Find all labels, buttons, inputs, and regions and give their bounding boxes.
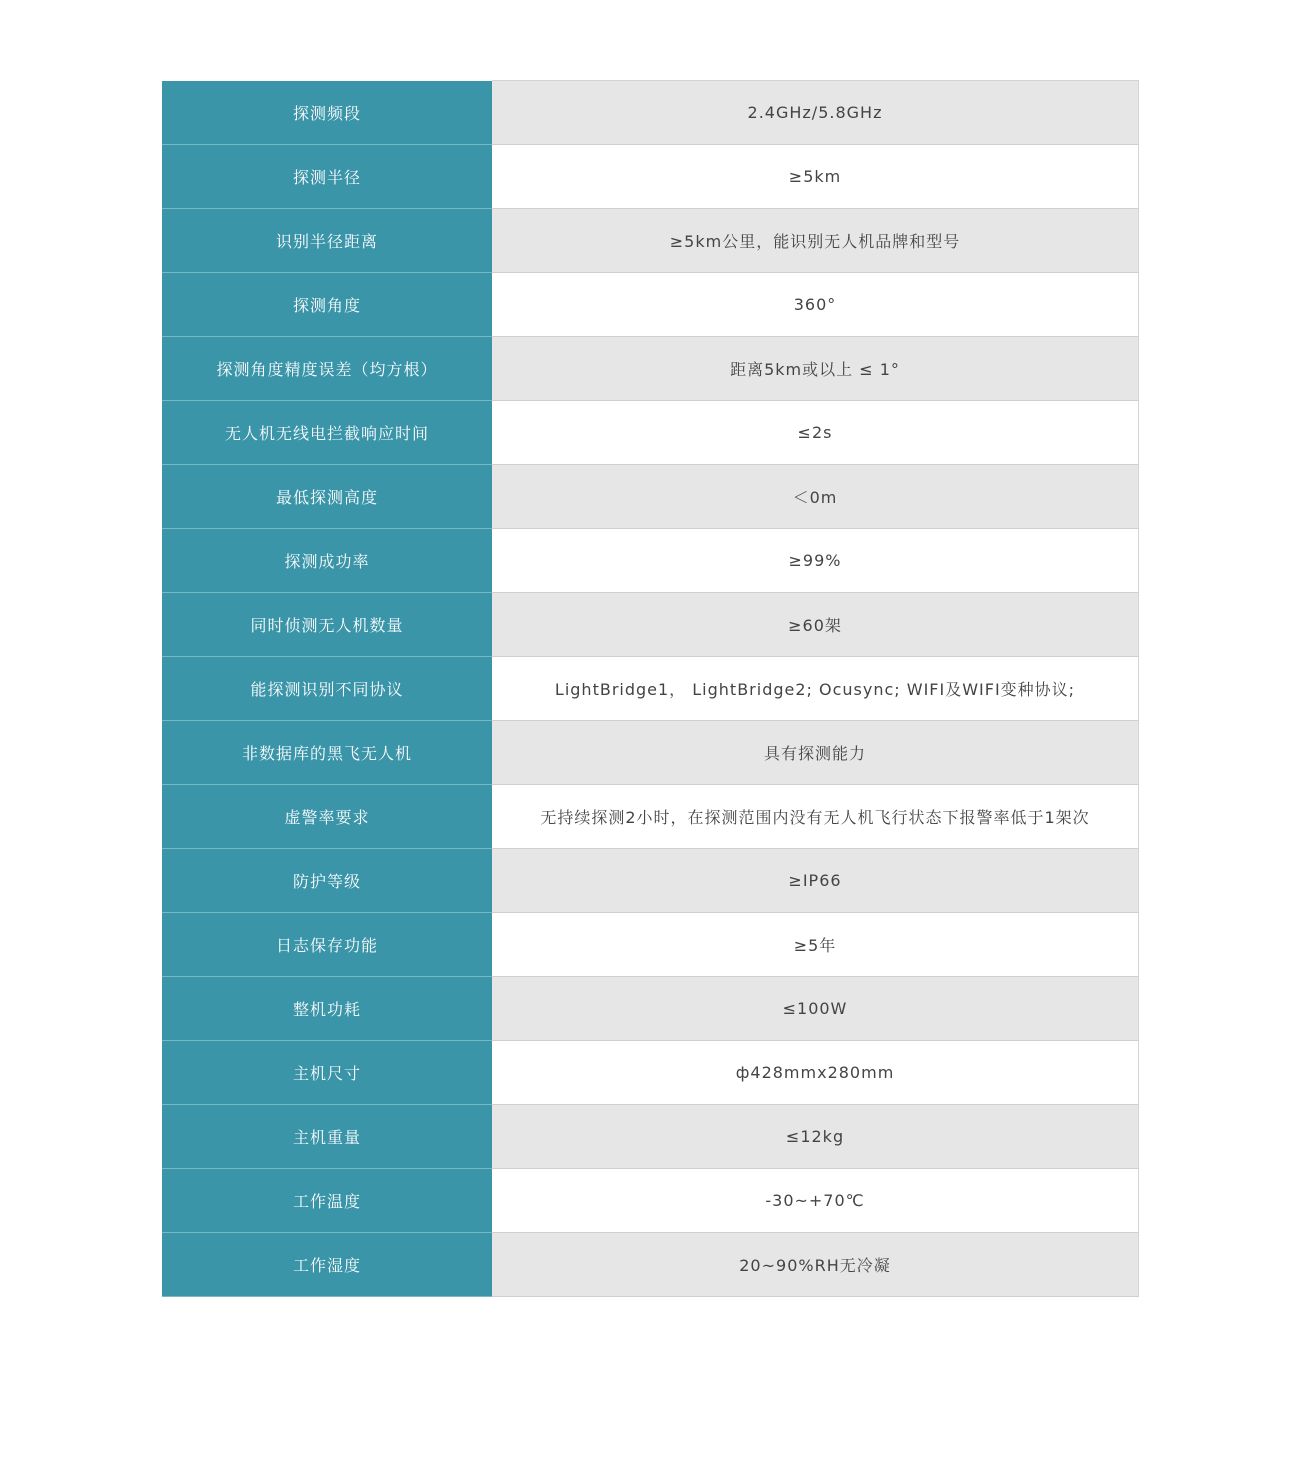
table-row (162, 337, 1139, 401)
spec-value: ≤100W (492, 977, 1139, 1041)
spec-value: LightBridge1， LightBridge2; Ocusync; WIFI及WIFI变种协议; (492, 657, 1139, 721)
spec-value: ≥5km (492, 145, 1139, 209)
table-row (162, 593, 1139, 657)
spec-value: -30~+70℃ (492, 1169, 1139, 1233)
spec-value: 360° (492, 273, 1139, 337)
spec-value: 具有探测能力 (492, 721, 1139, 785)
spec-value: 20~90%RH无冷凝 (492, 1233, 1139, 1297)
table-row (162, 657, 1139, 721)
table-row (162, 1233, 1139, 1297)
spec-table (162, 80, 1139, 1297)
table-row (162, 529, 1139, 593)
spec-value: ф428mmx280mm (492, 1041, 1139, 1105)
spec-value: 无持续探测2小时，在探测范围内没有无人机飞行状态下报警率低于1架次 (492, 785, 1139, 849)
table-row (162, 913, 1139, 977)
spec-label: 日志保存功能 (162, 913, 492, 977)
spec-value: ≤2s (492, 401, 1139, 465)
table-row (162, 721, 1139, 785)
spec-value: ≥99% (492, 529, 1139, 593)
spec-label: 非数据库的黑飞无人机 (162, 721, 492, 785)
spec-label: 探测频段 (162, 81, 492, 145)
spec-label: 防护等级 (162, 849, 492, 913)
table-row (162, 1169, 1139, 1233)
table-row (162, 465, 1139, 529)
table-row (162, 401, 1139, 465)
table-row (162, 81, 1139, 145)
spec-label: 探测角度精度误差（均方根） (162, 337, 492, 401)
spec-label: 整机功耗 (162, 977, 492, 1041)
spec-value: ＜0m (492, 465, 1139, 529)
spec-label: 工作温度 (162, 1169, 492, 1233)
spec-label: 工作湿度 (162, 1233, 492, 1297)
spec-value: ≥5年 (492, 913, 1139, 977)
spec-value: ≥60架 (492, 593, 1139, 657)
table-row (162, 1105, 1139, 1169)
table-row (162, 145, 1139, 209)
spec-label: 探测角度 (162, 273, 492, 337)
spec-label: 探测半径 (162, 145, 492, 209)
spec-label: 虚警率要求 (162, 785, 492, 849)
spec-label: 主机重量 (162, 1105, 492, 1169)
spec-value: ≤12kg (492, 1105, 1139, 1169)
spec-label: 同时侦测无人机数量 (162, 593, 492, 657)
table-row (162, 1041, 1139, 1105)
spec-label: 最低探测高度 (162, 465, 492, 529)
spec-value: 2.4GHz/5.8GHz (492, 81, 1139, 145)
spec-label: 主机尺寸 (162, 1041, 492, 1105)
table-row (162, 273, 1139, 337)
spec-label: 能探测识别不同协议 (162, 657, 492, 721)
spec-label: 探测成功率 (162, 529, 492, 593)
table-row (162, 785, 1139, 849)
spec-value: ≥IP66 (492, 849, 1139, 913)
spec-label: 无人机无线电拦截响应时间 (162, 401, 492, 465)
spec-value: 距离5km或以上 ≤ 1° (492, 337, 1139, 401)
spec-table-body (162, 81, 1139, 1297)
table-row (162, 209, 1139, 273)
table-row (162, 977, 1139, 1041)
spec-value: ≥5km公里，能识别无人机品牌和型号 (492, 209, 1139, 273)
spec-label: 识别半径距离 (162, 209, 492, 273)
table-row (162, 849, 1139, 913)
